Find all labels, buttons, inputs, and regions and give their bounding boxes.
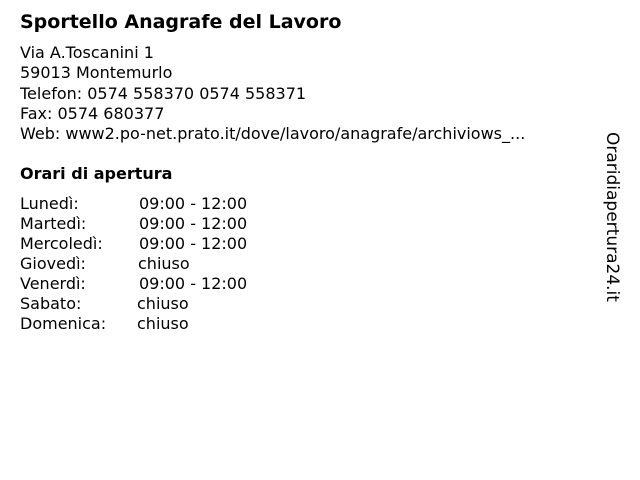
city-line: 59013 Montemurlo: [20, 63, 173, 83]
street-address: Via A.Toscanini 1: [20, 43, 154, 62]
time-value: 09:00 - 12:00: [139, 194, 248, 213]
day-label: Venerdì:: [20, 274, 86, 293]
time-value: 09:00 - 12:00: [139, 234, 248, 253]
website-link[interactable]: Web: www2.po-net.prato.it/dove/lavoro/anagrafe/archiviows_...: [20, 124, 526, 144]
time-value: chiuso: [137, 294, 189, 313]
time-value: 09:00 - 12:00: [139, 274, 248, 293]
day-label: Domenica:: [20, 314, 107, 333]
time-value: chiuso: [138, 254, 190, 273]
business-contact-block: [20, 43, 585, 144]
time-value: 09:00 - 12:00: [139, 214, 248, 233]
opening-hours-heading: Orari di apertura: [20, 164, 173, 183]
day-label: Mercoledì:: [20, 234, 103, 253]
fax-line: Fax: 0574 680377: [20, 103, 165, 123]
business-name: Sportello Anagrafe del Lavoro: [20, 11, 342, 33]
day-label: Sabato:: [20, 294, 82, 313]
time-value: chiuso: [137, 314, 189, 333]
day-label: Lunedì:: [20, 194, 79, 213]
day-label: Martedì:: [20, 214, 87, 233]
site-watermark: Oraridiapertura24.it: [602, 132, 622, 302]
phone-line: Telefon: 0574 558370 0574 558371: [20, 83, 307, 103]
day-label: Giovedì:: [20, 254, 86, 273]
